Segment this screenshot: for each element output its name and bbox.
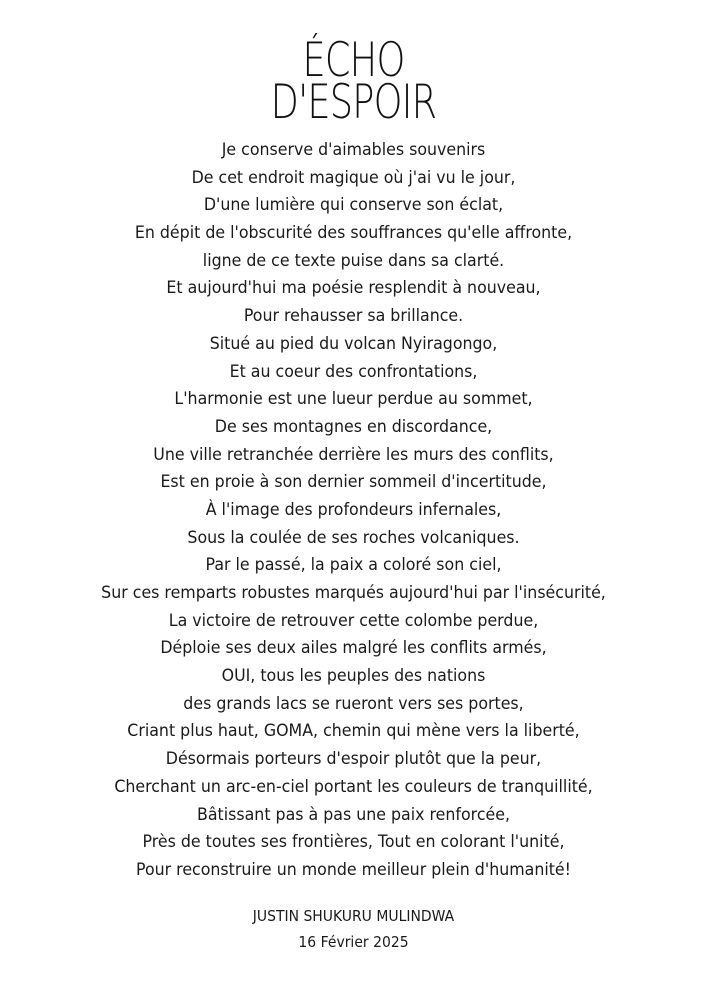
poem-line: Sous la coulée de ses roches volcaniques. — [187, 527, 520, 548]
poem-line: De ses montagnes en discordance, — [214, 416, 493, 437]
poem-title — [78, 33, 629, 130]
poem-line: Criant plus haut, GOMA, chemin qui mène vers la liberté, — [127, 721, 580, 742]
poem-line: Et aujourd'hui ma poésie resplendit à nouveau, — [166, 278, 541, 299]
poem-line: Pour reconstruire un monde meilleur plein d'humanité! — [135, 859, 572, 880]
poem-line: Sur ces remparts robustes marqués aujourd'hui par l'insécurité, — [101, 583, 606, 603]
title-line-1: ÉCHO — [302, 33, 405, 88]
poem-line: Désormais porteurs d'espoir plutôt que la peur, — [165, 749, 542, 770]
poem-line: D'une lumière qui conserve son éclat, — [203, 195, 504, 216]
poem-line: Je conserve d'aimables souvenirs — [221, 140, 486, 160]
poem-line: Pour rehausser sa brillance. — [243, 306, 464, 327]
poem-line: Situé au pied du volcan Nyiragongo, — [209, 333, 498, 354]
poem-line: Cherchant un arc-en-ciel portant les couleurs de tranquillité, — [114, 776, 593, 797]
poem-date: 16 Février 2025 — [298, 933, 409, 951]
author-name: JUSTIN SHUKURU MULINDWA — [252, 907, 455, 925]
poem-line: L'harmonie est une lueur perdue au sommet, — [174, 389, 533, 410]
poem-line: Bâtissant pas à pas une paix renforcée, — [197, 804, 510, 825]
poem-line: Et au coeur des confrontations, — [229, 361, 478, 382]
poem-line: Déploie ses deux ailes malgré les conflits armés, — [160, 638, 547, 659]
poem-line: À l'image des profondeurs infernales, — [205, 499, 502, 520]
signature-block — [0, 903, 707, 955]
poem-line: De cet endroit magique où j'ai vu le jour, — [191, 167, 516, 188]
poem-line: Par le passé, la paix a coloré son ciel, — [205, 555, 502, 576]
poem-line: La victoire de retrouver cette colombe perdue, — [168, 610, 539, 631]
poem-line: En dépit de l'obscurité des souffrances qu'elle affronte, — [134, 223, 573, 244]
poem-line: OUI, tous les peuples des nations — [221, 666, 486, 687]
title-line-2: D'ESPOIR — [270, 75, 437, 130]
poem-body — [0, 137, 707, 885]
poem-line: Une ville retranchée derrière les murs des conflits, — [153, 444, 554, 465]
poem-line: Près de toutes ses frontières, Tout en colorant l'unité, — [142, 832, 565, 853]
poem-line: Est en proie à son dernier sommeil d'incertitude, — [160, 472, 547, 493]
poem-line: ligne de ce texte puise dans sa clarté. — [202, 250, 505, 271]
poem-line: des grands lacs se rueront vers ses portes, — [183, 693, 524, 714]
